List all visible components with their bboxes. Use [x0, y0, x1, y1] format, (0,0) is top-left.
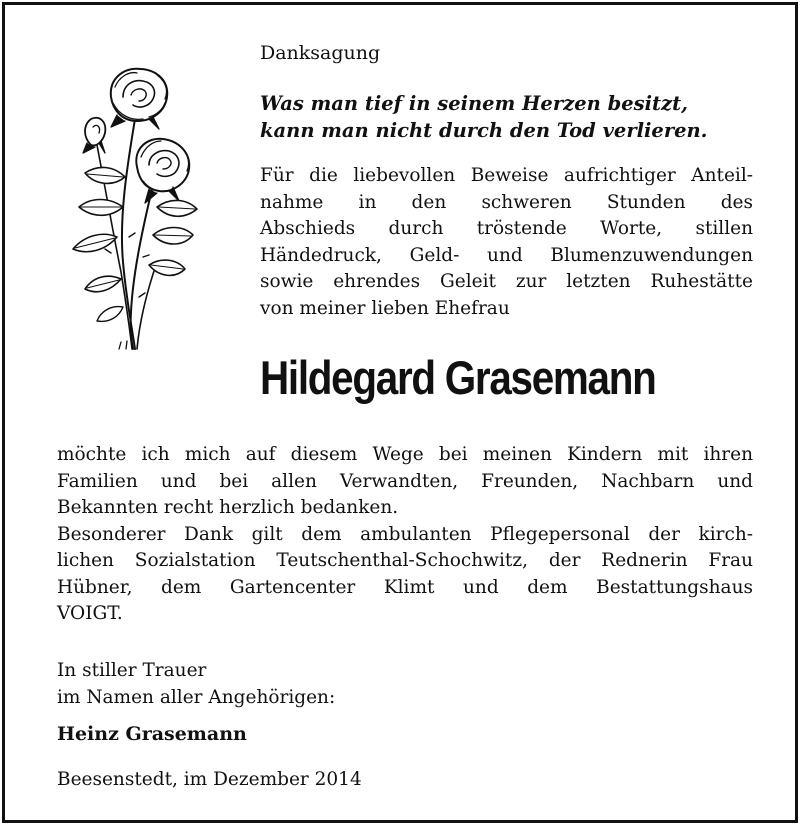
roses-illustration: [53, 57, 203, 352]
intro-line: sowie ehrendes Geleit zur letzten Ruhestätte: [260, 271, 753, 292]
deceased-name: Hildegard Grasemann: [260, 351, 656, 404]
closing-line: im Namen aller Angehörigen:: [57, 687, 336, 708]
intro-line: von meiner lieben Ehefrau: [260, 297, 510, 319]
body-line: lichen Sozialstation Teutschenthal-Schochwitz, der Rednerin Frau: [57, 550, 753, 571]
intro-line: Abschieds durch tröstende Worte, stillen: [260, 218, 753, 239]
closing-words: [57, 657, 335, 711]
body-line: Familien und bei allen Verwandten, Freunden, Nachbarn und: [57, 470, 753, 492]
body-line: Hübner, dem Gartencenter Klimt und dem Bestattungshaus: [57, 576, 753, 598]
body-line: Bekannten recht herzlich bedanken.: [57, 497, 399, 518]
closing-line: In stiller Trauer: [57, 660, 207, 681]
notice-heading: Danksagung: [260, 42, 381, 64]
intro-line: Für die liebevollen Beweise aufrichtiger Anteil-: [260, 165, 753, 186]
body-line: möchte ich mich auf diesem Wege bei meinen Kindern mit ihren: [57, 444, 753, 465]
body-line: VOIGT.: [57, 603, 123, 624]
place-date: Beesenstedt, im Dezember 2014: [57, 769, 362, 790]
quote-line: kann man nicht durch den Tod verlieren.: [260, 119, 708, 142]
body-line: Besonderer Dank gilt dem ambulanten Pflegepersonal der kirch-: [57, 523, 753, 545]
quote-line: Was man tief in seinem Herzen besitzt,: [260, 92, 688, 115]
intro-line: nahme in den schweren Stunden des: [260, 191, 753, 213]
signer-name: Heinz Grasemann: [57, 723, 247, 745]
memorial-quote: [260, 90, 760, 144]
intro-paragraph: [260, 163, 753, 322]
notice-frame: [2, 2, 798, 823]
thanks-paragraph: [57, 442, 753, 628]
intro-line: Händedruck, Geld- und Blumenzuwendungen: [260, 244, 753, 266]
